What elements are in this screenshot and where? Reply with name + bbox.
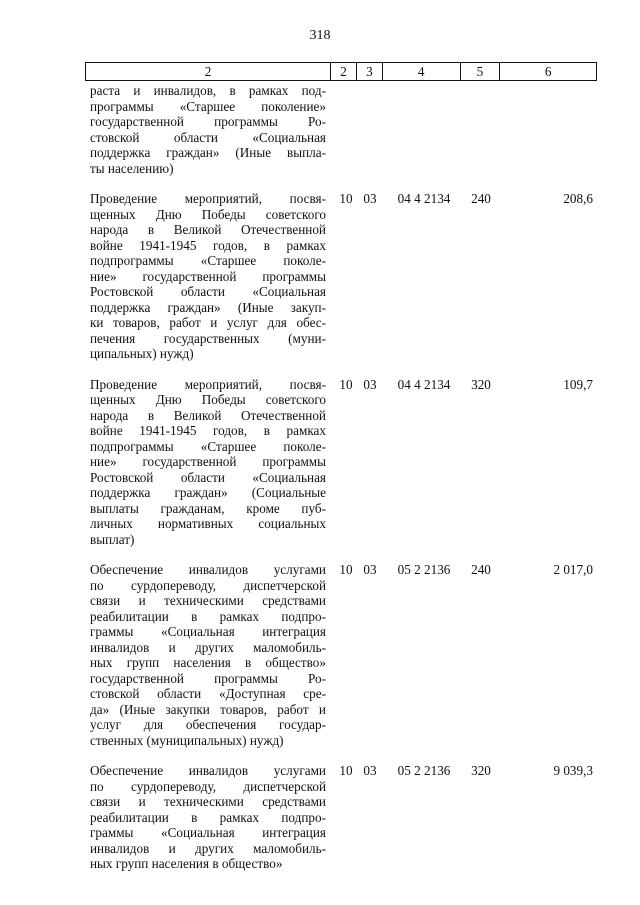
row-csr: 05 2 2136 xyxy=(397,562,451,577)
row-name-line: услуг для обеспечения государ- xyxy=(90,717,326,732)
row-name-line: граммы «Социальная интеграция xyxy=(90,624,326,639)
row-name xyxy=(85,763,331,872)
row-name-line: ственных (муниципальных) нужд) xyxy=(90,732,284,748)
table-row xyxy=(85,562,597,748)
row-name-line: выплат) xyxy=(90,531,135,547)
row-name-line: раста и инвалидов, в рамках под- xyxy=(90,83,326,98)
row-name-line: выплаты гражданам, кроме пуб- xyxy=(90,500,326,516)
row-sum: 208,6 xyxy=(563,191,593,206)
row-name-line: связи и техническими средствами xyxy=(90,794,326,809)
row-name-line: ние» государственной программы xyxy=(90,268,326,284)
row-name-line: ки товаров, работ и услуг для обес- xyxy=(90,315,326,330)
row-name-line: войне 1941-1945 годов, в рамках xyxy=(90,237,326,253)
row-name-line: поддержка граждан» (Социальные xyxy=(90,485,326,500)
header-col-rz: 2 xyxy=(331,63,357,80)
row-name-line: подпрограммы «Старшее поколе- xyxy=(90,438,326,454)
row-name-line: по сурдопереводу, диспетчерской xyxy=(90,577,326,593)
row-name-line: реабилитации в рамках подпро- xyxy=(90,608,326,624)
row-name-line: печения государственных (муни- xyxy=(90,330,326,346)
row-name xyxy=(85,562,331,748)
row-name xyxy=(85,377,331,548)
row-rz: 10 xyxy=(339,763,353,778)
row-name-line: поддержка граждан» (Иные закуп- xyxy=(90,299,326,315)
header-col-sum: 6 xyxy=(544,63,552,79)
row-name-line: программы «Старшее поколение» xyxy=(90,98,326,114)
row-name-line: войне 1941-1945 годов, в рамках xyxy=(90,423,326,438)
row-name-line: ние» государственной программы xyxy=(90,454,326,469)
row-name-line: народа в Великой Отечественной xyxy=(90,222,326,237)
row-sum: 9 039,3 xyxy=(553,763,593,778)
row-name-line: щенных Дню Победы советского xyxy=(90,392,326,407)
header-col-name: 2 xyxy=(86,63,331,80)
row-vr: 320 xyxy=(471,763,491,778)
row-name-line: инвалидов и других маломобиль- xyxy=(90,639,326,655)
row-csr: 04 4 2134 xyxy=(397,191,451,206)
page-number: 318 xyxy=(309,28,331,43)
row-vr: 240 xyxy=(471,191,491,206)
row-vr: 320 xyxy=(471,376,491,392)
row-sum: 109,7 xyxy=(563,376,593,392)
row-name-line: ных групп населения в общество» xyxy=(90,655,326,670)
row-name-line: Ростовской области «Социальная xyxy=(90,284,326,299)
row-name xyxy=(85,191,331,362)
row-csr: 04 4 2134 xyxy=(397,376,451,392)
header-col-vr: 5 xyxy=(461,63,501,80)
row-name-line: народа в Великой Отечественной xyxy=(90,407,326,423)
row-pr: 03 xyxy=(363,763,377,778)
row-name-line: подпрограммы «Старшее поколе- xyxy=(90,253,326,268)
row-name-line: Проведение мероприятий, посвя- xyxy=(90,191,326,206)
row-name-line: ципальных) нужд) xyxy=(90,346,194,361)
row-name-line: Ростовской области «Социальная xyxy=(90,469,326,485)
row-pr: 03 xyxy=(363,562,377,577)
table-body xyxy=(85,83,597,872)
row-name-line: Обеспечение инвалидов услугами xyxy=(90,763,326,778)
row-name-line: Проведение мероприятий, посвя- xyxy=(90,376,326,392)
header-col-csr: 4 xyxy=(383,63,461,80)
table-header xyxy=(85,62,597,81)
row-rz: 10 xyxy=(339,562,353,577)
header-col-pr: 3 xyxy=(357,63,383,80)
row-name-line: личных нормативных социальных xyxy=(90,516,326,531)
row-name-line: ты населению) xyxy=(90,160,174,176)
row-pr: 03 xyxy=(363,191,377,206)
row-name-line: да» (Иные закупки товаров, работ и xyxy=(90,701,326,717)
row-sum: 2 017,0 xyxy=(553,562,593,577)
row-name-line: Обеспечение инвалидов услугами xyxy=(90,562,326,577)
row-name-line: государственной программы Ро- xyxy=(90,114,326,129)
row-name-line: инвалидов и других маломобиль- xyxy=(90,840,326,856)
table-row xyxy=(85,191,597,362)
row-rz: 10 xyxy=(339,191,353,206)
row-name-line: стовской области «Социальная xyxy=(90,129,326,145)
row-name-line: по сурдопереводу, диспетчерской xyxy=(90,778,326,794)
row-name-line: государственной программы Ро- xyxy=(90,670,326,686)
table-row xyxy=(85,83,597,176)
row-name-line: реабилитации в рамках подпро- xyxy=(90,809,326,825)
row-pr: 03 xyxy=(363,376,377,392)
table-row xyxy=(85,377,597,548)
row-name-line: стовской области «Доступная сре- xyxy=(90,686,326,701)
row-vr: 240 xyxy=(471,562,491,577)
row-name xyxy=(85,83,331,176)
row-csr: 05 2 2136 xyxy=(397,763,451,778)
row-name-line: ных групп населения в общество» xyxy=(90,856,283,871)
row-name-line: щенных Дню Победы советского xyxy=(90,206,326,222)
row-name-line: поддержка граждан» (Иные выпла- xyxy=(90,145,326,160)
row-name-line: граммы «Социальная интеграция xyxy=(90,825,326,840)
budget-table xyxy=(85,62,597,872)
row-rz: 10 xyxy=(339,376,353,392)
table-row xyxy=(85,763,597,872)
row-name-line: связи и техническими средствами xyxy=(90,593,326,608)
